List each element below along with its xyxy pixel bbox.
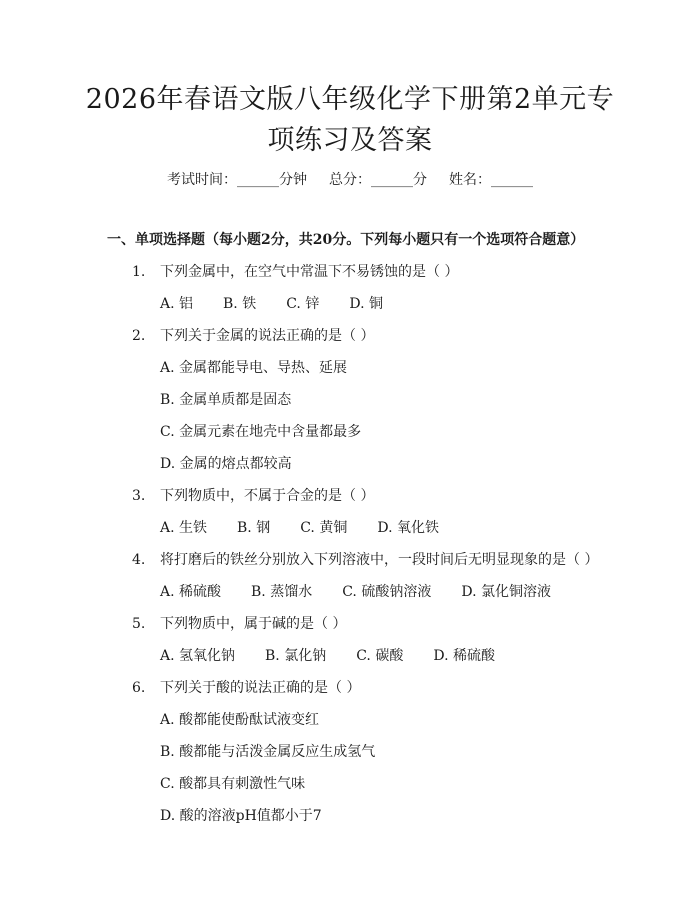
question-text: 将打磨后的铁丝分别放入下列溶液中，一段时间后无明显现象的是（ ）	[160, 552, 599, 568]
option-a: A. 酸都能使酚酞试液变红	[160, 712, 320, 728]
option-b: B. 蒸馏水	[251, 584, 313, 600]
option-d: D. 氧化铁	[377, 520, 439, 536]
question-4	[132, 549, 598, 569]
option-d: D. 氯化铜溶液	[461, 584, 551, 600]
exam-meta	[0, 169, 700, 189]
option-d: D. 酸的溶液pH值都小于7	[160, 808, 322, 824]
question-3	[132, 485, 374, 505]
question-1	[132, 261, 458, 281]
option-c: C. 金属元素在地壳中含量都最多	[160, 424, 362, 440]
option-d: D. 金属的熔点都较高	[160, 456, 292, 472]
option-a: A. 稀硫酸	[160, 584, 222, 600]
page-title-line-2: 项练习及答案	[267, 125, 433, 156]
option-a: A. 氢氧化钠	[160, 648, 236, 664]
option-c: C. 黄铜	[300, 520, 348, 536]
question-number: 3.	[132, 488, 146, 504]
question-text: 下列关于酸的说法正确的是（ ）	[160, 680, 361, 696]
option-a: A. 生铁	[160, 520, 208, 536]
question-text: 下列物质中，不属于合金的是（ ）	[160, 488, 375, 504]
option-b: B. 铁	[223, 296, 257, 312]
question-1-options	[160, 293, 413, 313]
option-b: B. 钢	[237, 520, 271, 536]
option-c: C. 酸都具有刺激性气味	[160, 776, 306, 792]
question-3-options	[160, 517, 469, 537]
question-5-options	[160, 645, 525, 665]
page-title-line-1: 2026年春语文版八年级化学下册第2单元专	[85, 84, 615, 115]
option-b: B. 氯化钠	[265, 648, 327, 664]
question-6	[132, 677, 360, 697]
option-b: B. 酸都能与活泼金属反应生成氢气	[160, 744, 376, 760]
question-number: 1.	[132, 264, 146, 280]
option-a: A. 金属都能导电、导热、延展	[160, 360, 348, 376]
option-c: C. 硫酸钠溶液	[342, 584, 432, 600]
exam-time-field: 考试时间：______分钟	[167, 172, 307, 188]
question-2	[132, 325, 374, 345]
question-text: 下列金属中，在空气中常温下不易锈蚀的是（ ）	[160, 264, 459, 280]
option-d: D. 稀硫酸	[433, 648, 495, 664]
option-b: B. 金属单质都是固态	[160, 392, 292, 408]
question-5	[132, 613, 346, 633]
question-number: 2.	[132, 328, 146, 344]
question-number: 5.	[132, 616, 146, 632]
option-c: C. 锌	[286, 296, 320, 312]
name-field: 姓名：______	[449, 172, 533, 188]
section-heading-single-choice: 一、单项选择题（每小题2分，共20分。下列每小题只有一个选项符合题意）	[107, 232, 585, 248]
option-a: A. 铝	[160, 296, 194, 312]
question-number: 6.	[132, 680, 146, 696]
option-c: C. 碳酸	[356, 648, 404, 664]
question-text: 下列物质中，属于碱的是（ ）	[160, 616, 347, 632]
question-4-options	[160, 581, 581, 601]
question-number: 4.	[132, 552, 146, 568]
option-d: D. 铜	[349, 296, 383, 312]
question-text: 下列关于金属的说法正确的是（ ）	[160, 328, 375, 344]
total-score-field: 总分：______分	[329, 172, 427, 188]
